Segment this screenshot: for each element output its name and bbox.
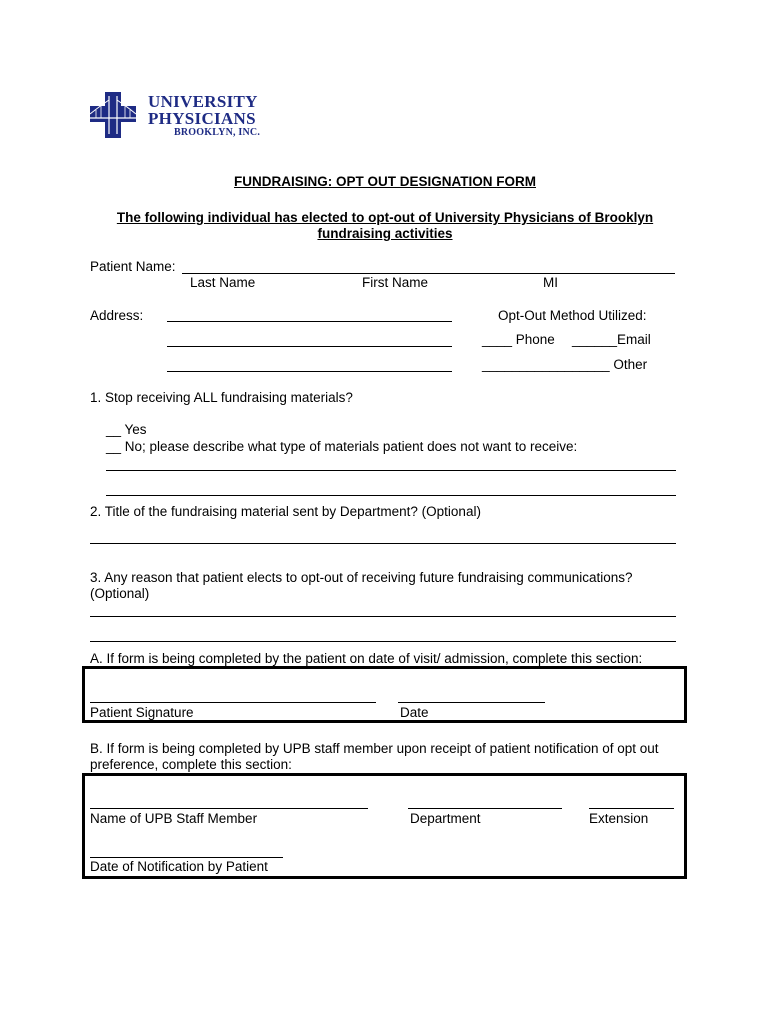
patient-name-field[interactable]: [182, 273, 675, 274]
notification-date-label: Date of Notification by Patient: [90, 859, 268, 874]
form-subtitle-line1: The following individual has elected to opt-out of University Physicians of Brooklyn: [116, 210, 654, 225]
question-1: 1. Stop receiving ALL fundraising materials?: [90, 390, 353, 405]
logo-word-brooklyn: BROOKLYN, INC.: [174, 127, 261, 138]
form-title: FUNDRAISING: OPT OUT DESIGNATION FORM: [234, 174, 536, 189]
q2-answer-line[interactable]: [90, 543, 676, 544]
q1-answer-line-1[interactable]: [106, 470, 676, 471]
q1-no-option[interactable]: __ No; please describe what type of materials patient does not want to receive:: [106, 439, 578, 454]
question-3-line1: 3. Any reason that patient elects to opt-out of receiving future fundraising communications?: [90, 570, 633, 585]
email-option[interactable]: ______Email: [572, 332, 651, 347]
university-physicians-logo-icon: [90, 92, 136, 138]
patient-signature-field[interactable]: [90, 702, 376, 703]
address-line-3[interactable]: [167, 371, 452, 372]
patient-name-label: Patient Name:: [90, 259, 176, 274]
section-b-instructions-line1: B. If form is being completed by UPB staff member upon receipt of patient notification of opt out: [90, 741, 659, 756]
extension-label: Extension: [589, 811, 649, 826]
section-a-instructions: A. If form is being completed by the patient on date of visit/ admission, complete this section:: [90, 651, 643, 666]
logo-word-university: UNIVERSITY: [148, 92, 258, 111]
q3-answer-line-2[interactable]: [90, 641, 676, 642]
address-line-1[interactable]: [167, 321, 452, 322]
logo-word-physicians: PHYSICIANS: [148, 109, 256, 128]
other-option[interactable]: _________________ Other: [482, 357, 648, 372]
section-b-instructions-line2: preference, complete this section:: [90, 757, 292, 772]
q1-answer-line-2[interactable]: [106, 495, 676, 496]
logo-wordmark: [148, 93, 260, 138]
mi-label: MI: [543, 275, 558, 290]
q1-yes-option[interactable]: __ Yes: [106, 422, 147, 437]
department-field[interactable]: [408, 808, 562, 809]
department-label: Department: [410, 811, 481, 826]
address-label: Address:: [90, 308, 144, 323]
patient-date-field[interactable]: [398, 702, 545, 703]
q3-answer-line-1[interactable]: [90, 616, 676, 617]
patient-date-label: Date: [400, 705, 429, 720]
question-3-line2: (Optional): [90, 586, 150, 601]
first-name-label: First Name: [362, 275, 429, 290]
last-name-label: Last Name: [190, 275, 256, 290]
form-subtitle-line2: fundraising activities: [317, 226, 453, 241]
staff-name-field[interactable]: [90, 808, 368, 809]
opt-out-method-label: Opt-Out Method Utilized:: [498, 308, 647, 323]
staff-name-label: Name of UPB Staff Member: [90, 811, 258, 826]
phone-option[interactable]: ____ Phone: [482, 332, 555, 347]
extension-field[interactable]: [589, 808, 674, 809]
address-line-2[interactable]: [167, 346, 452, 347]
patient-signature-label: Patient Signature: [90, 705, 194, 720]
question-2: 2. Title of the fundraising material sent by Department? (Optional): [90, 504, 481, 519]
notification-date-field[interactable]: [90, 857, 283, 858]
